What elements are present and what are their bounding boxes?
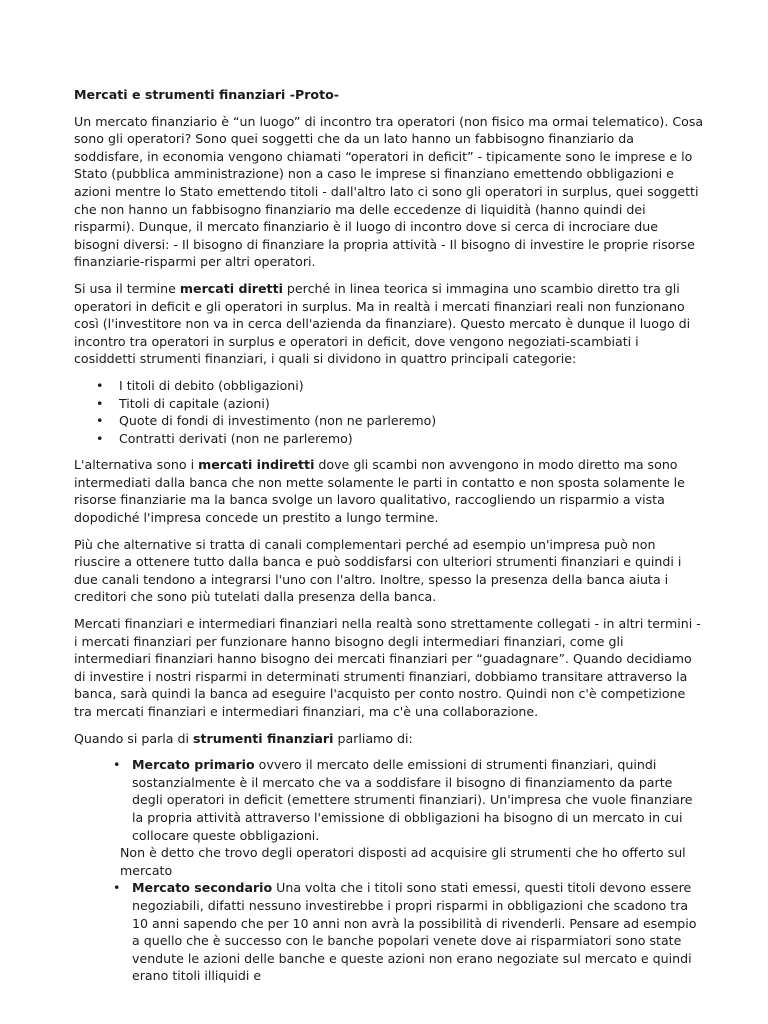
- bold-term: strumenti finanziari: [192, 730, 334, 746]
- paragraph-mercati-indiretti: [74, 456, 704, 526]
- paragraph-collegamento: Mercati finanziari e intermediari finanziari nella realtà sono strettamente collegati - in altri termini - i mercati finanziari per funzionare hanno bisogno degli intermediari finanziari, come gli intermediari finanziari hanno bisogno dei mercati finanziari per “guadagnare”. Quando decidiamo di investire i nostri risparmi in determinati strumenti finanziari, dobbiamo transitare attraverso la banca, sarà quindi la banca ad eseguire l'acquisto per conto nostro. Quindi non c'è competizione tra mercati finanziari e intermediari finanziari, ma c'è una collaborazione.: [74, 616, 701, 719]
- text-segment: Si usa il termine: [74, 280, 180, 296]
- bold-term: mercati diretti: [179, 280, 283, 296]
- text-segment: perché in linea teorica si immagina uno scambio diretto tra gli operatori in deficit e gli operatori in surplus. Ma in realtà i mercati finanziari reali non funzionano così (l'investitore non va in cerca dell'azienda da finanziare). Questo mercato è dunque il luogo di incontro tra operatori in surplus e operatori in deficit, dove vengono negoziati-scambiati i cosiddetti strumenti finanziari, i quali si dividono in quattro principali categorie:: [74, 280, 691, 367]
- text-segment: dove gli scambi non avvengono in modo diretto ma sono intermediati dalla banca che non mette solamente le parti in contatto e non sposta solamente le risorse finanziarie ma la banca svolge un lavoro qualitativo, raccogliendo un risparmio a vista dopodiché l'impresa concede un prestito a lungo termine.: [74, 457, 685, 526]
- note-mercato-primario: Non è detto che trovo degli operatori disposti ad acquisire gli strumenti che ho offerto sul mercato: [120, 845, 686, 878]
- document-body: [74, 86, 704, 994]
- list-item: • I titoli di debito (obbligazioni): [74, 377, 704, 395]
- bold-term: mercati indiretti: [198, 457, 315, 473]
- text-segment: Una volta che i titoli sono stati emessi, questi titoli devono essere negoziabili, difatti nessuno investirebbe i propri risparmi in obbligazioni che scadono tra 10 anni sapendo che per 10 anni non avrà la possibilità di rivenderli. Pensare ad esempio a quello che è successo con le banche popolari venete dove ai risparmiatori sono state vendute le azioni delle banche e queste azioni non erano negoziate sul mercato e quindi erano titoli illiquidi e: [132, 880, 697, 984]
- strumenti-list-continued: [74, 879, 704, 985]
- paragraph-mercati-diretti: [74, 280, 704, 368]
- paragraph-strumenti-finanziari: [74, 730, 704, 748]
- list-item: • Contratti derivati (non ne parleremo): [74, 430, 704, 448]
- list-item: • Quote di fondi di investimento (non ne parleremo): [74, 412, 704, 430]
- text-segment: Quando si parla di: [74, 730, 193, 746]
- bold-term: Mercato secondario: [132, 880, 273, 896]
- text-segment: parliamo di:: [333, 730, 413, 746]
- list-item-mercato-secondario: [74, 879, 704, 985]
- bold-term: Mercato primario: [132, 757, 255, 773]
- paragraph-canali-complementari: Più che alternative si tratta di canali complementari perché ad esempio un'impresa può non riuscire a ottenere tutto dalla banca e può soddisfarsi con ulteriori strumenti finanziari e quindi i due canali tendono a integrarsi l'uno con l'altro. Inoltre, spesso la presenza della banca aiuta i creditori che sono più tutelati dalla presenza della banca.: [74, 536, 682, 605]
- paragraph-intro: Un mercato finanziario è “un luogo” di incontro tra operatori (non fisico ma ormai telematico). Cosa sono gli operatori? Sono quei soggetti che da un lato hanno un fabbisogno finanziario da soddisfare, in economia vengono chiamati “operatori in deficit” - tipicamente sono le imprese e lo Stato (pubblica amministrazione) non a caso le imprese si finanziano emettendo obbligazioni e azioni mentre lo Stato emettendo titoli - dall'altro lato ci sono gli operatori in surplus, quei soggetti che non hanno un fabbisogno finanziario ma delle eccedenze di liquidità (hanno quindi dei risparmi). Dunque, il mercato finanziario è il luogo di incontro dove si cerca di incrociare due bisogni diversi: - Il bisogno di finanziare la propria attività - Il bisogno di investire le proprie risorse finanziarie-risparmi per altri operatori.: [74, 113, 704, 270]
- text-segment: ovvero il mercato delle emissioni di strumenti finanziari, quindi sostanzialmente è il mercato che va a soddisfare il bisogno di finanziamento da parte degli operatori in deficit (emettere strumenti finanziari). Un'impresa che vuole finanziare la propria attività attraverso l'emissione di obbligazioni ha bisogno di un mercato in cui collocare queste obbligazioni.: [132, 757, 693, 843]
- text-segment: L'alternativa sono i: [74, 457, 199, 473]
- list-item-mercato-primario: [74, 756, 704, 844]
- strumenti-list: [74, 756, 704, 844]
- list-item: • Titoli di capitale (azioni): [74, 395, 704, 413]
- categories-list: [74, 377, 704, 447]
- document-title: Mercati e strumenti finanziari -Proto-: [74, 87, 339, 102]
